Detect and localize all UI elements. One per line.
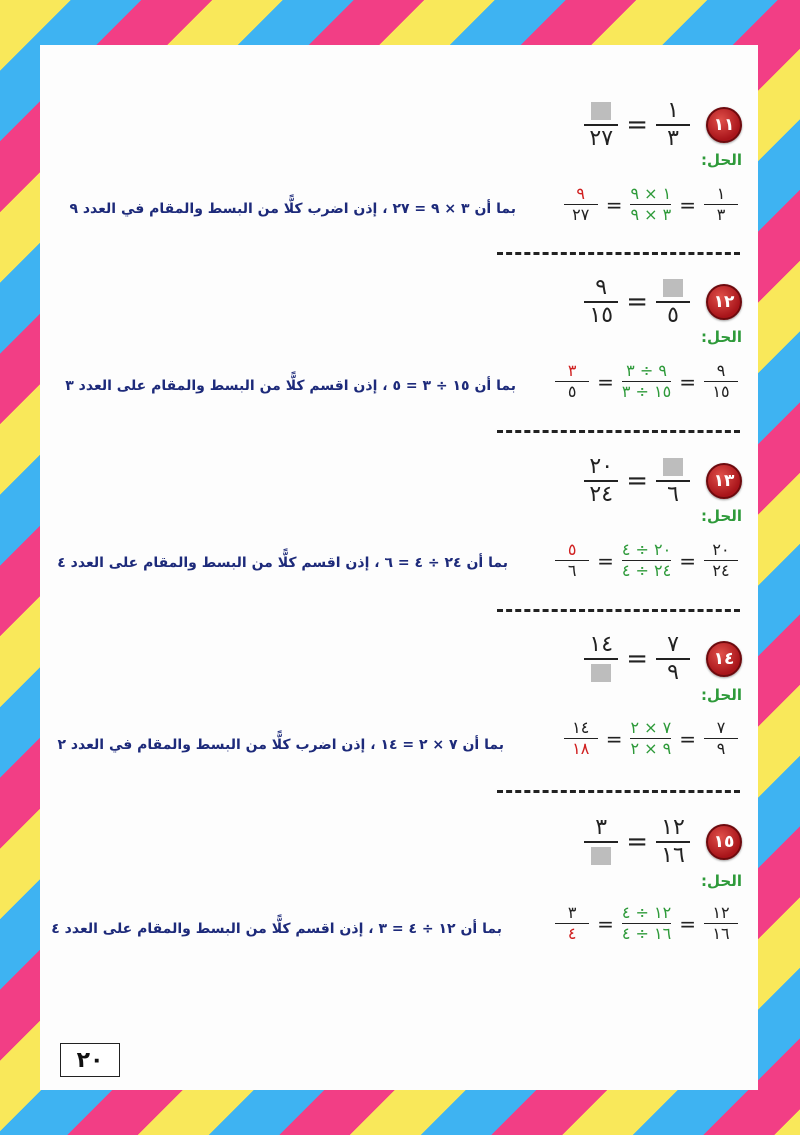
blank-box xyxy=(663,279,683,297)
explanation-text: بما أن ٧ × ٢ = ١٤ ، إذن اضرب كلًّا من البسط والمقام في العدد ٢ xyxy=(57,737,504,753)
question-fraction-left: ٣ xyxy=(580,815,622,869)
explanation-text: بما أن ٣ × ٩ = ٢٧ ، إذن اضرب كلًّا من البسط والمقام في العدد ٩ xyxy=(69,201,516,217)
dashed-separator xyxy=(497,609,740,612)
page-number: ٢٠ xyxy=(60,1043,120,1077)
problem-11-work: $\frac{١}{٣}$ = $\frac{١ \times ٩}{٣ \times ٩}$ = $\frac{٩}{٢٧}$ xyxy=(560,184,742,225)
solution-label: الحل: xyxy=(701,507,742,525)
problem-13-work: $\frac{٢٠}{٢٤}$ = $\frac{٢٠ \div ٤}{٢٤ \div ٤}$ = $\frac{٥}{٦}$ xyxy=(551,540,742,581)
explanation-text: بما أن ١٢ ÷ ٤ = ٣ ، إذن اقسم كلًّا من البسط والمقام على العدد ٤ xyxy=(51,921,502,937)
blank-box xyxy=(591,847,611,865)
problem-13-question: ١٣ ٦ = $\frac{٢٠}{٢٤}$ xyxy=(580,454,742,508)
problem-15-work: $\frac{١٢}{١٦}$ = $\frac{١٢ \div ٤}{١٦ \div ٤}$ = $\frac{٣}{٤}$ xyxy=(551,903,742,944)
problem-12-question: ١٢ ٥ = $\frac{٩}{١٥}$ xyxy=(580,275,742,329)
problem-number-badge: ١٤ xyxy=(706,641,742,677)
dashed-separator xyxy=(497,430,740,433)
question-fraction-right: ٦ xyxy=(652,454,694,508)
question-fraction-left: $\frac{٩}{١٥}$ xyxy=(580,275,622,329)
blank-box xyxy=(591,102,611,120)
question-fraction-right: $\frac{٧}{٩}$ xyxy=(652,632,694,686)
solution-label: الحل: xyxy=(701,686,742,704)
question-fraction-right: ٥ xyxy=(652,275,694,329)
solution-label: الحل: xyxy=(701,151,742,169)
solution-label: الحل: xyxy=(701,872,742,890)
question-fraction-left: $\frac{٢٠}{٢٤}$ xyxy=(580,454,622,508)
dashed-separator xyxy=(497,790,740,793)
blank-box xyxy=(591,664,611,682)
problem-number-badge: ١٢ xyxy=(706,284,742,320)
problem-14-work: $\frac{٧}{٩}$ = $\frac{٧ \times ٢}{٩ \times ٢}$ = $\frac{١٤}{١٨}$ xyxy=(560,718,742,759)
problem-number-badge: ١٣ xyxy=(706,463,742,499)
explanation-text: بما أن ١٥ ÷ ٣ = ٥ ، إذن اقسم كلًّا من البسط والمقام على العدد ٣ xyxy=(65,378,516,394)
problem-11-question: ١١ $\frac{١}{٣}$ = ٢٧ xyxy=(580,98,742,152)
explanation-text: بما أن ٢٤ ÷ ٤ = ٦ ، إذن اقسم كلًّا من البسط والمقام على العدد ٤ xyxy=(57,555,508,571)
solution-label: الحل: xyxy=(701,328,742,346)
problem-number-badge: ١٥ xyxy=(706,824,742,860)
question-fraction-left: ٢٧ xyxy=(580,98,622,152)
problem-12-work: $\frac{٩}{١٥}$ = $\frac{٩ \div ٣}{١٥ \div ٣}$ = $\frac{٣}{٥}$ xyxy=(551,361,742,402)
problem-14-question: ١٤ $\frac{٧}{٩}$ = ١٤ xyxy=(580,632,742,686)
problem-15-question: ١٥ $\frac{١٢}{١٦}$ = ٣ xyxy=(580,815,742,869)
blank-box xyxy=(663,458,683,476)
question-fraction-left: ١٤ xyxy=(580,632,622,686)
question-fraction-right: $\frac{١٢}{١٦}$ xyxy=(652,815,694,869)
problem-number-badge: ١١ xyxy=(706,107,742,143)
dashed-separator xyxy=(497,252,740,255)
question-fraction-right: $\frac{١}{٣}$ xyxy=(652,98,694,152)
